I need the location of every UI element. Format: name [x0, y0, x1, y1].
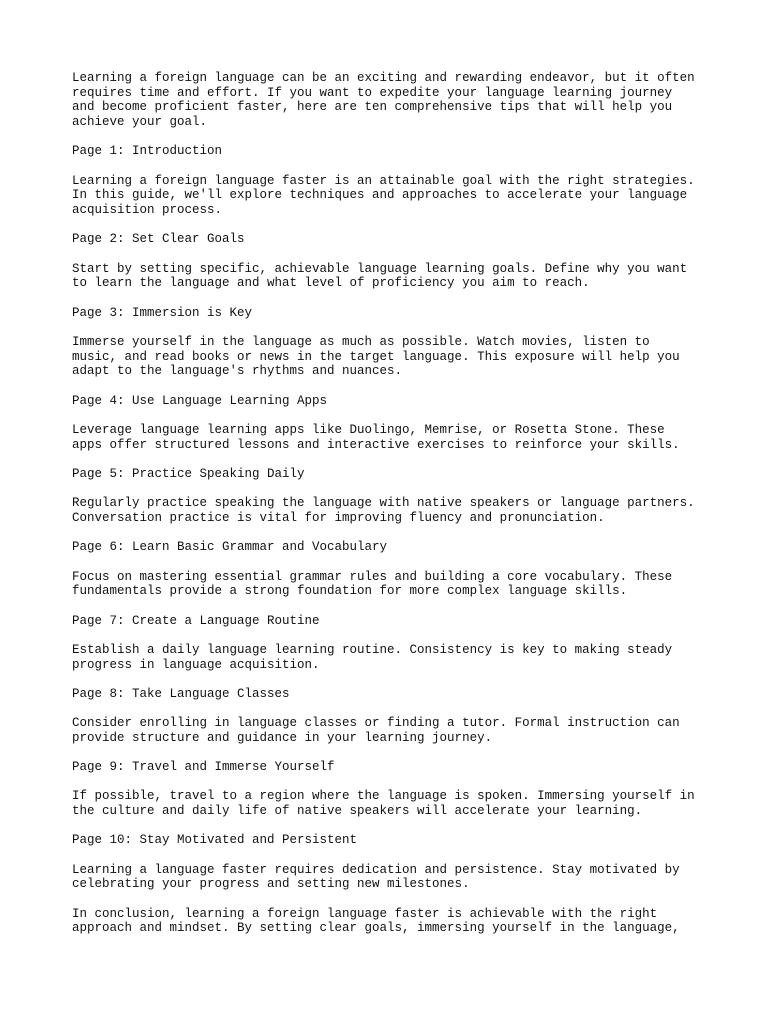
conclusion-paragraph: In conclusion, learning a foreign language faster is achievable with the right approach and mindset. By setting clear goals, immersing yourself in the language, — [72, 906, 680, 936]
document-page — [72, 71, 712, 951]
section-heading: Page 2: Set Clear Goals — [72, 232, 245, 247]
section-heading: Page 6: Learn Basic Grammar and Vocabulary — [72, 540, 388, 555]
section-body: Regularly practice speaking the language with native speakers or language partners. Conversation practice is vital for improving fluency and pronunciation. — [72, 496, 695, 525]
section-body: Focus on mastering essential grammar rules and building a core vocabulary. These fundamentals provide a strong foundation for more complex language skills. — [72, 569, 673, 599]
section-body: Establish a daily language learning routine. Consistency is key to making steady progress in language acquisition. — [72, 642, 673, 672]
section-body: Consider enrolling in language classes or finding a tutor. Formal instruction can provide structure and guidance in your learning journey. — [72, 716, 680, 745]
section-body: Start by setting specific, achievable language learning goals. Define why you want to learn the language and what level of proficiency you aim to reach. — [72, 261, 688, 291]
section-body: Immerse yourself in the language as much as possible. Watch movies, listen to music, and read books or news in the target language. This exposure will help you adapt to the language's rhythms and nuances. — [72, 335, 680, 379]
section-heading: Page 3: Immersion is Key — [72, 305, 253, 320]
section-heading: Page 5: Practice Speaking Daily — [72, 467, 305, 481]
section-body: Leverage language learning apps like Duolingo, Memrise, or Rosetta Stone. These apps offer structured lessons and interactive exercises to reinforce your skills. — [72, 423, 680, 452]
section-heading: Page 10: Stay Motivated and Persistent — [72, 833, 358, 848]
section-body: If possible, travel to a region where the language is spoken. Immersing yourself in the culture and daily life of native speakers will accelerate your learning. — [72, 789, 695, 819]
section-heading: Page 9: Travel and Immerse Yourself — [72, 760, 335, 775]
section-body: Learning a foreign language faster is an attainable goal with the right strategies. In this guide, we'll explore techniques and approaches to accelerate your language acquisition process. — [72, 173, 695, 218]
section-heading: Page 7: Create a Language Routine — [72, 613, 320, 628]
section-heading: Page 1: Introduction — [72, 144, 223, 159]
section-heading: Page 4: Use Language Learning Apps — [72, 393, 328, 408]
intro-paragraph: Learning a foreign language can be an exciting and rewarding endeavor, but it often requires time and effort. If you want to expedite your language learning journey and become proficient faster, here are ten comprehensive tips that will help you achieve your goal. — [72, 71, 695, 130]
section-heading: Page 8: Take Language Classes — [72, 686, 290, 701]
section-body: Learning a language faster requires dedication and persistence. Stay motivated by celebrating your progress and setting new milestones. — [72, 862, 680, 892]
